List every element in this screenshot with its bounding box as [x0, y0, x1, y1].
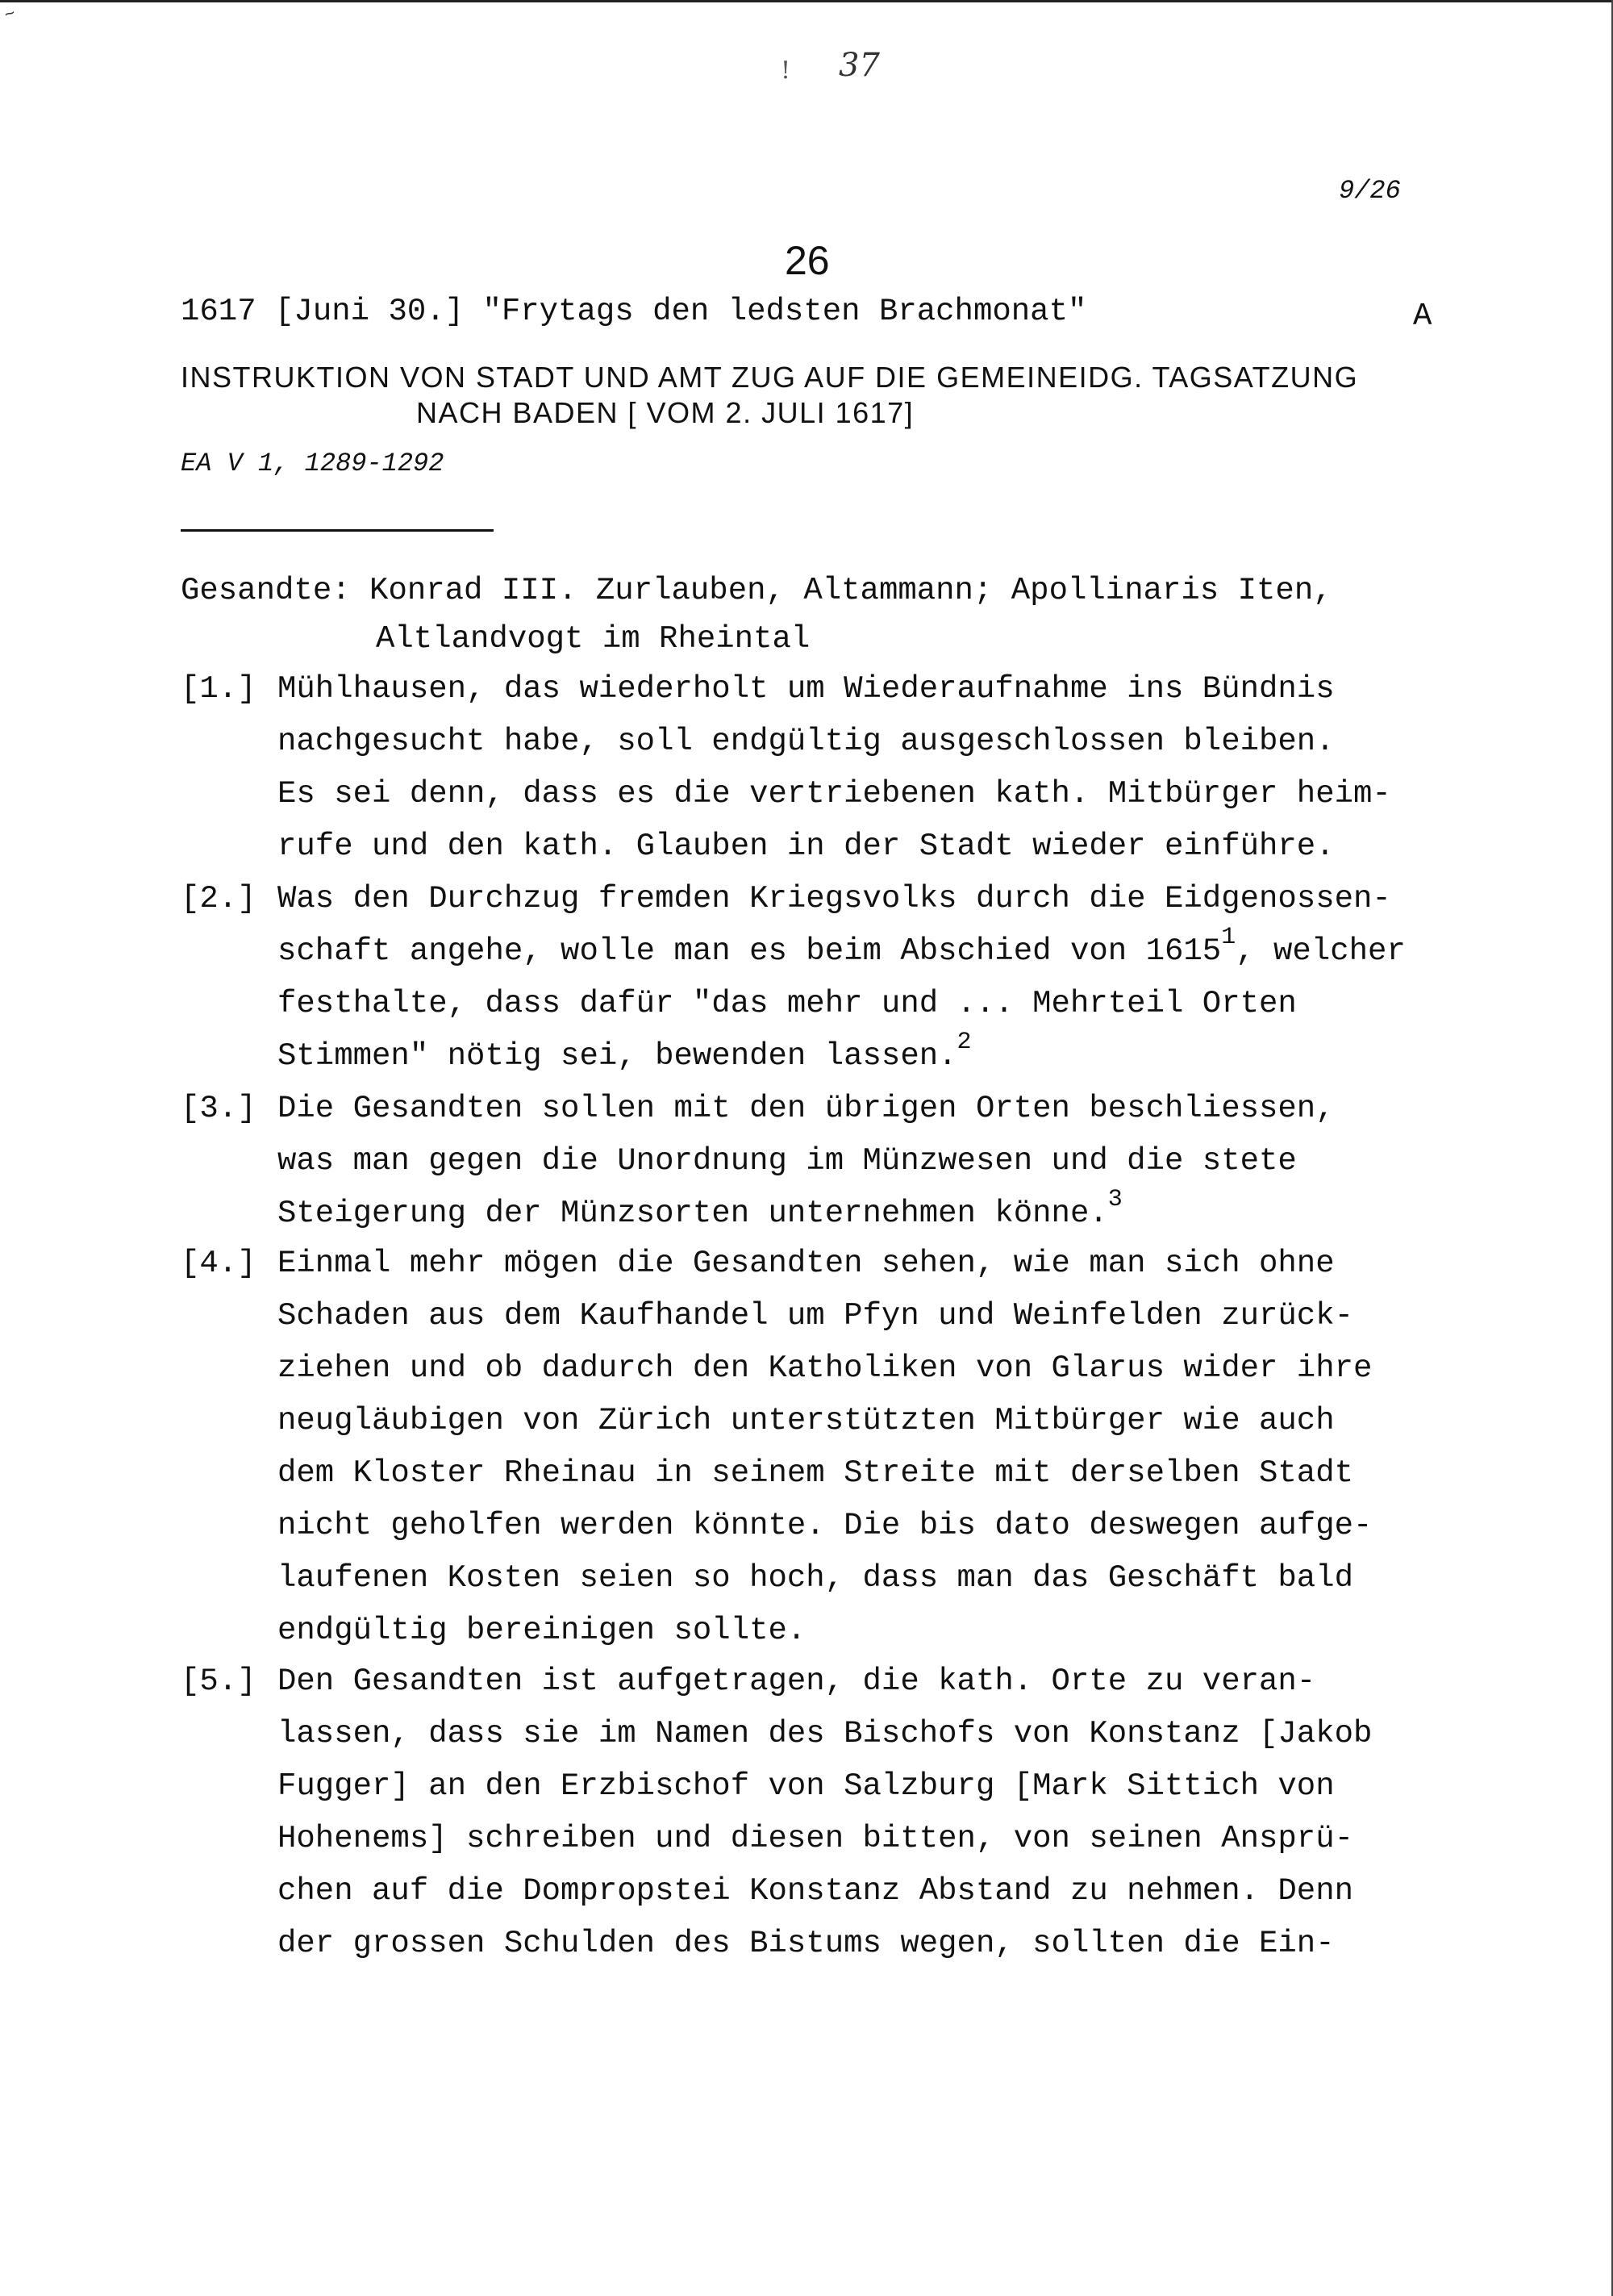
item-line: chen auf die Dompropstei Konstanz Abstand zu nehmen. Denn — [277, 1873, 1354, 1909]
item-line-text: Stimmen" nötig sei, bewenden lassen. — [277, 1038, 957, 1074]
item-2 — [181, 873, 1406, 1083]
item-line: Was den Durchzug fremden Kriegsvolks durch die Eidgenossen- — [277, 881, 1391, 916]
item-line: dem Kloster Rheinau in seinem Streite mit derselben Stadt — [277, 1455, 1354, 1491]
item-line: was man gegen die Unordnung im Münzwesen und die stete — [277, 1143, 1297, 1179]
item-1 — [181, 663, 1391, 873]
item-number: [5.] — [181, 1664, 256, 1699]
item-line: ziehen und ob dadurch den Katholiken von Glarus wider ihre — [277, 1350, 1373, 1386]
item-number: [4.] — [181, 1246, 256, 1281]
item-line: Den Gesandten ist aufgetragen, die kath. Orte zu veran- — [277, 1664, 1316, 1699]
item-line: neugläubigen von Zürich unterstützten Mitbürger wie auch — [277, 1403, 1335, 1438]
footnote-marker-3: 3 — [1107, 1186, 1123, 1213]
item-line: festhalte, dass dafür "das mehr und ... Mehrteil Orten — [277, 986, 1297, 1021]
item-line: Hohenems] schreiben und diesen bitten, von seinen Ansprü- — [277, 1821, 1354, 1856]
item-line: lassen, dass sie im Namen des Bischofs von Konstanz [Jakob — [277, 1716, 1373, 1751]
item-line: rufe und den kath. Glauben in der Stadt wieder einführe. — [277, 829, 1335, 864]
item-line: nachgesucht habe, soll endgültig ausgeschlossen bleiben. — [277, 724, 1335, 759]
item-line-text: schaft angehe, wolle man es beim Abschied von 1615 — [277, 933, 1222, 969]
item-line — [277, 1188, 1335, 1240]
item-line — [277, 925, 1406, 978]
footnote-marker-2: 2 — [957, 1029, 972, 1056]
folio-tick-mark: ! — [781, 56, 791, 85]
document-number: 26 — [785, 238, 830, 283]
item-line: der grossen Schulden des Bistums wegen, sollten die Ein- — [277, 1926, 1335, 1961]
item-5 — [181, 1655, 1373, 1970]
item-line-text: , welcher — [1236, 933, 1406, 969]
item-line: Es sei denn, dass es die vertriebenen kath. Mitbürger heim- — [277, 776, 1391, 812]
item-line: Fugger] an den Erzbischof von Salzburg [Mark Sittich von — [277, 1768, 1335, 1804]
item-4 — [181, 1238, 1373, 1657]
edition-reference: EA V 1, 1289-1292 — [181, 449, 444, 478]
envoys-line-2: Altlandvogt im Rheintal — [376, 621, 811, 657]
item-line: Schaden aus dem Kaufhandel um Pfyn und Weinfelden zurück- — [277, 1298, 1354, 1334]
date-line: 1617 [Juni 30.] "Frytags den ledsten Brachmonat" — [181, 294, 1087, 329]
footnote-marker-1: 1 — [1221, 924, 1236, 951]
item-line: Die Gesandten sollen mit den übrigen Orten beschliessen, — [277, 1091, 1335, 1126]
item-line-text: Steigerung der Münzsorten unternehmen könne. — [277, 1196, 1108, 1231]
section-divider-rule — [181, 529, 494, 532]
corner-scratch-mark: ~ — [2, 3, 19, 27]
sheet-reference: 9/26 — [1339, 176, 1401, 206]
item-number: [3.] — [181, 1091, 256, 1126]
document-title-line-1: INSTRUKTION VON STADT UND AMT ZUG AUF DIE GEMEINEIDG. TAGSATZUNG — [181, 361, 1359, 394]
item-line: laufenen Kosten seien so hoch, dass man das Geschäft bald — [277, 1560, 1354, 1596]
item-line: endgültig bereinigen sollte. — [277, 1613, 806, 1648]
envoys-line-1: Gesandte: Konrad III. Zurlauben, Altammann; Apollinaris Iten, — [181, 573, 1332, 608]
item-line: Mühlhausen, das wiederholt um Wiederaufnahme ins Bündnis — [277, 671, 1335, 707]
item-line: nicht geholfen werden könnte. Die bis dato deswegen aufge- — [277, 1508, 1373, 1543]
document-title-line-2: NACH BADEN [ VOM 2. JULI 1617] — [416, 396, 915, 429]
item-line — [277, 1030, 1406, 1083]
item-line: Einmal mehr mögen die Gesandten sehen, wie man sich ohne — [277, 1246, 1335, 1281]
source-letter: A — [1413, 298, 1432, 334]
handwritten-folio-number: 37 — [839, 47, 880, 84]
item-number: [2.] — [181, 881, 256, 916]
item-number: [1.] — [181, 671, 256, 707]
item-3 — [181, 1083, 1335, 1240]
page-top-border — [0, 0, 1613, 2]
